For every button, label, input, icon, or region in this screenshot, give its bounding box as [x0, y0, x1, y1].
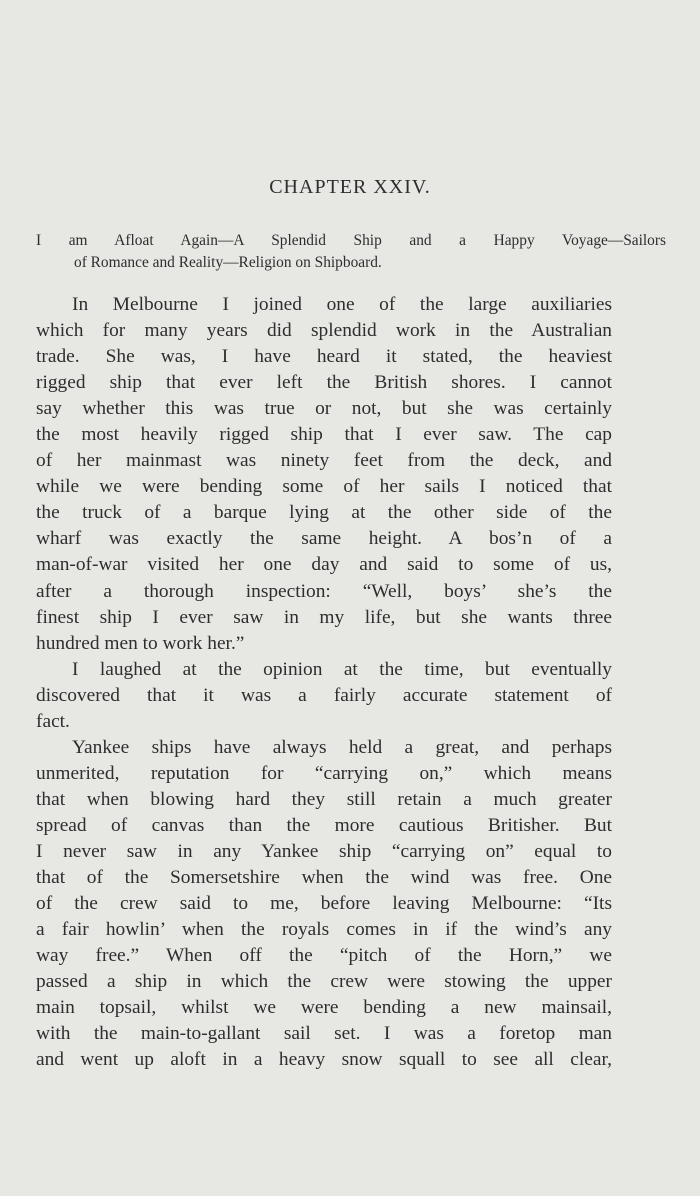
text-line: which for many years did splendid work in the Australian: [36, 320, 612, 342]
text-line: while we were bending some of her sails I noticed that: [36, 476, 612, 498]
text-line: the most heavily rigged ship that I ever saw. The cap: [36, 424, 612, 446]
chapter-synopsis: [36, 230, 666, 274]
paragraph: [36, 657, 612, 735]
text-line: that of the Somersetshire when the wind was free. One: [36, 867, 612, 889]
text-line: discovered that it was a fairly accurate statement of: [36, 684, 612, 706]
text-line: passed a ship in which the crew were stowing the upper: [36, 971, 612, 993]
text-line: finest ship I ever saw in my life, but she wants three: [36, 606, 612, 628]
text-line: Yankee ships have always held a great, and perhaps: [72, 736, 612, 758]
text-line: In Melbourne I joined one of the large auxiliaries: [72, 294, 612, 315]
text-line: after a thorough inspection: “Well, boys’ she’s the: [36, 580, 612, 602]
text-line: wharf was exactly the same height. A bos’n of a: [36, 528, 612, 550]
text-line: man-of-war visited her one day and said to some of us,: [36, 554, 612, 576]
text-line: unmerited, reputation for “carrying on,” which means: [36, 762, 612, 784]
text-line: way free.” When off the “pitch of the Horn,” we: [36, 945, 612, 967]
chapter-title: CHAPTER XXIV.: [269, 176, 431, 198]
synopsis-line: I am Afloat Again—A Splendid Ship and a Happy Voyage—Sailors: [36, 232, 666, 249]
text-line: of the crew said to me, before leaving Melbourne: “Its: [36, 893, 612, 915]
text-line: say whether this was true or not, but she was certainly: [36, 398, 612, 420]
text-line: fact.: [36, 710, 70, 732]
synopsis-line: of Romance and Reality—Religion on Shipboard.: [74, 254, 382, 271]
text-line: a fair howlin’ when the royals comes in if the wind’s any: [36, 919, 612, 941]
paragraph: [36, 292, 612, 657]
text-line: main topsail, whilst we were bending a new mainsail,: [36, 997, 612, 1019]
text-line: of her mainmast was ninety feet from the deck, and: [36, 450, 612, 472]
text-line: I laughed at the opinion at the time, but eventually: [72, 658, 612, 680]
text-line: the truck of a barque lying at the other side of the: [36, 502, 612, 524]
paragraph: [36, 735, 612, 1074]
text-line: and went up aloft in a heavy snow squall to see all clear,: [36, 1049, 612, 1071]
text-line: spread of canvas than the more cautious Britisher. But: [36, 814, 612, 836]
text-line: hundred men to work her.”: [36, 632, 245, 654]
body-text: [36, 292, 612, 1073]
text-line: that when blowing hard they still retain a much greater: [36, 788, 612, 810]
text-line: I never saw in any Yankee ship “carrying on” equal to: [36, 840, 612, 862]
text-line: rigged ship that ever left the British shores. I cannot: [36, 372, 612, 394]
text-line: trade. She was, I have heard it stated, the heaviest: [36, 346, 612, 368]
text-line: with the main-to-gallant sail set. I was a foretop man: [36, 1023, 612, 1045]
